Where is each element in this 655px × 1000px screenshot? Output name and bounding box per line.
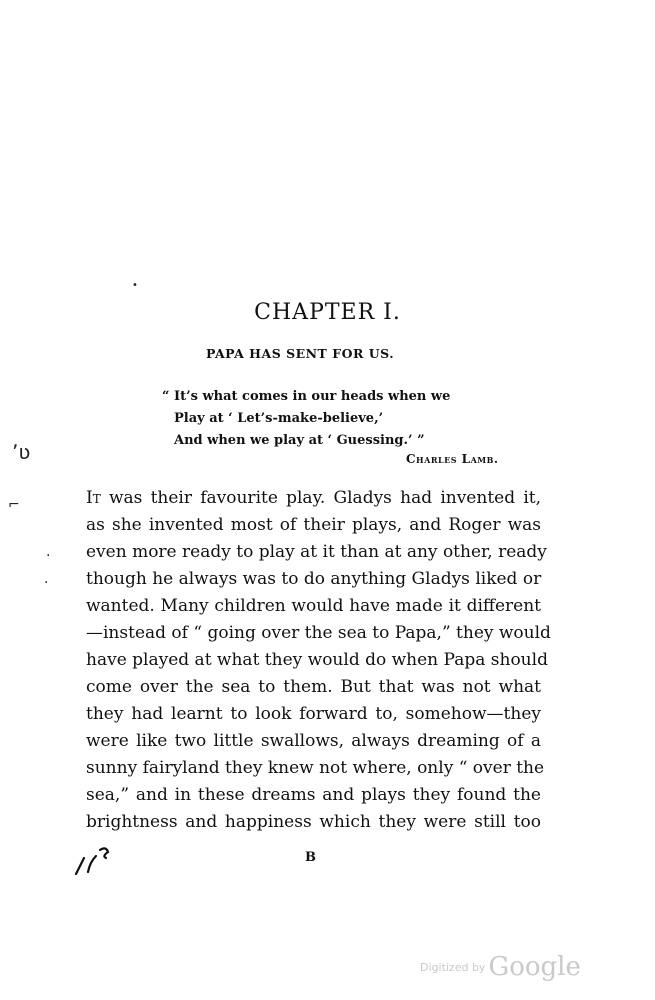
body-line: have played at what they would do when Papa should (86, 650, 548, 670)
body-line: as she invented most of their plays, and Roger was (86, 515, 541, 535)
body-line: sea,” and in these dreams and plays they found the (86, 785, 541, 805)
body-line: —instead of “ going over the sea to Papa,” they would (86, 623, 551, 643)
margin-dot-icon: · (44, 575, 49, 591)
epigraph-line: “ It’s what comes in our heads when we (162, 389, 451, 404)
chapter-title: CHAPTER I. (254, 300, 401, 325)
body-line: sunny fairyland they knew not where, only “ over the (86, 758, 545, 778)
body-line: even more ready to play at it than at any other, ready (86, 542, 547, 562)
watermark-prefix: Digitized by (420, 961, 486, 974)
drop-word: It (86, 488, 101, 508)
scribble-icon (70, 842, 130, 882)
signature-mark: B (305, 850, 316, 865)
body-line (86, 486, 541, 510)
margin-dot-icon: · (46, 548, 51, 564)
body-line: were like two little swallows, always dreaming of a (86, 731, 541, 751)
body-line-text: was their favourite play. Gladys had invented it, (100, 488, 541, 508)
body-line: come over the sea to them. But that was not what (86, 677, 541, 697)
body-line: brightness and happiness which they were still too (86, 812, 541, 832)
section-heading: PAPA HAS SENT FOR US. (205, 346, 395, 361)
margin-dot-icon: • (132, 280, 138, 291)
body-line: though he always was to do anything Gladys liked or (86, 569, 542, 589)
margin-tick-icon: ⌐ (8, 497, 20, 513)
google-logo: Google (488, 952, 581, 982)
epigraph-attribution: Charles Lamb. (406, 452, 499, 466)
body-line: wanted. Many children would have made it different (86, 596, 541, 616)
handwritten-scribble-icon (70, 842, 130, 888)
epigraph-line: Play at ‘ Let’s-make-believe,’ (174, 411, 384, 426)
margin-scribble-icon: ʼʋ (12, 440, 31, 464)
epigraph-line: And when we play at ‘ Guessing.’ ” (174, 433, 425, 448)
digitized-watermark (420, 952, 581, 982)
body-line: they had learnt to look forward to, somehow—they (86, 704, 541, 724)
